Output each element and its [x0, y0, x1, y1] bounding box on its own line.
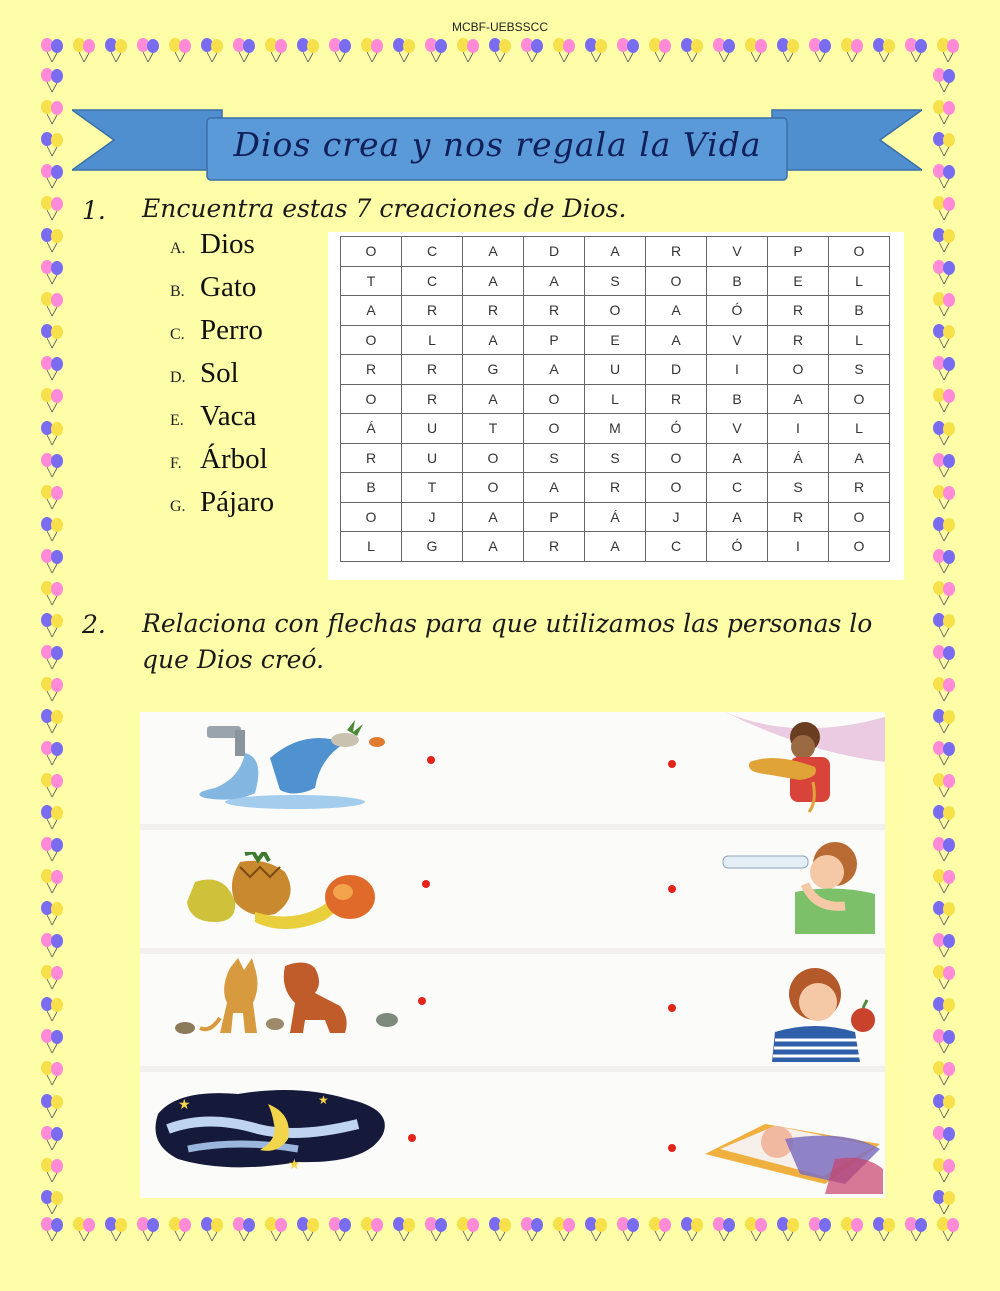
fruits-image: [155, 852, 385, 932]
word-search-cell[interactable]: L: [829, 266, 890, 296]
word-search-cell[interactable]: O: [768, 355, 829, 385]
balloon-icon: [38, 675, 66, 703]
word-search-cell[interactable]: O: [463, 473, 524, 503]
balloon-icon: [614, 36, 642, 64]
word-search-cell[interactable]: G: [463, 355, 524, 385]
match-dot-right[interactable]: [668, 760, 676, 768]
word-search-cell[interactable]: U: [402, 443, 463, 473]
list-letter: B.: [170, 283, 185, 300]
word-search-cell[interactable]: U: [585, 355, 646, 385]
balloon-icon: [930, 162, 958, 190]
balloon-icon: [38, 803, 66, 831]
child-drinking-water-image: [715, 834, 885, 934]
balloon-icon: [486, 36, 514, 64]
balloon-icon: [38, 515, 66, 543]
word-search-cell[interactable]: A: [768, 384, 829, 414]
balloon-icon: [930, 739, 958, 767]
word-search-cell[interactable]: R: [585, 473, 646, 503]
balloon-icon: [930, 611, 958, 639]
list-letter: D.: [170, 369, 186, 386]
list-letter: F.: [170, 455, 182, 472]
word-search-row: [341, 473, 890, 503]
balloon-icon: [930, 419, 958, 447]
word-search-cell[interactable]: G: [402, 532, 463, 562]
balloon-icon: [806, 36, 834, 64]
question-1-number: 1.: [82, 196, 106, 225]
balloon-icon: [38, 322, 66, 350]
list-item: [170, 486, 274, 529]
word-search-cell[interactable]: Ó: [707, 532, 768, 562]
balloon-icon: [582, 1215, 610, 1243]
balloon-icon: [422, 1215, 450, 1243]
word-search-cell[interactable]: E: [768, 266, 829, 296]
word-search-cell[interactable]: P: [524, 325, 585, 355]
balloon-icon: [166, 1215, 194, 1243]
balloon-icon: [934, 36, 962, 64]
header-code: MCBF-UEBSSCC: [451, 20, 548, 34]
word-search-cell[interactable]: O: [524, 384, 585, 414]
balloon-icon: [614, 1215, 642, 1243]
match-dot-right[interactable]: [668, 885, 676, 893]
balloon-icon: [38, 130, 66, 158]
word-search-cell[interactable]: S: [768, 473, 829, 503]
word-search-cell[interactable]: P: [768, 237, 829, 267]
word-search-cell[interactable]: Á: [585, 502, 646, 532]
balloon-icon: [38, 483, 66, 511]
list-word: Sol: [200, 357, 239, 389]
balloon-icon: [390, 1215, 418, 1243]
balloon-icon: [198, 1215, 226, 1243]
balloon-icon: [38, 835, 66, 863]
word-search-cell[interactable]: R: [646, 237, 707, 267]
balloon-icon: [518, 1215, 546, 1243]
word-search-cell[interactable]: O: [646, 473, 707, 503]
balloon-icon: [742, 1215, 770, 1243]
word-search-cell[interactable]: R: [524, 532, 585, 562]
list-word: Perro: [200, 314, 263, 346]
list-word: Gato: [200, 271, 257, 303]
list-word: Árbol: [200, 443, 268, 475]
word-search-cell[interactable]: B: [707, 266, 768, 296]
balloon-icon: [390, 36, 418, 64]
list-item: [170, 357, 274, 400]
balloon-icon: [38, 386, 66, 414]
word-search-cell[interactable]: O: [524, 414, 585, 444]
svg-text:★: ★: [178, 1097, 191, 1113]
word-search-cell[interactable]: R: [829, 473, 890, 503]
child-holding-cat-image: [705, 712, 885, 822]
balloon-icon: [550, 1215, 578, 1243]
word-search-cell[interactable]: D: [524, 237, 585, 267]
balloon-icon: [38, 1027, 66, 1055]
balloon-icon: [930, 130, 958, 158]
word-search-cell[interactable]: S: [585, 266, 646, 296]
balloon-icon: [930, 803, 958, 831]
balloon-icon: [326, 36, 354, 64]
balloon-icon: [166, 36, 194, 64]
word-search-cell[interactable]: V: [707, 237, 768, 267]
word-search-cell[interactable]: R: [341, 355, 402, 385]
balloon-icon: [930, 867, 958, 895]
question-2-number: 2.: [82, 610, 106, 639]
match-dot-right[interactable]: [668, 1004, 676, 1012]
word-search-cell[interactable]: L: [402, 325, 463, 355]
balloon-icon: [38, 419, 66, 447]
matching-exercise: [140, 712, 885, 1198]
balloon-border-right: [930, 66, 960, 1216]
balloon-icon: [838, 36, 866, 64]
balloon-icon: [38, 290, 66, 318]
balloon-icon: [710, 1215, 738, 1243]
list-letter: E.: [170, 412, 184, 429]
word-search-cell[interactable]: R: [768, 325, 829, 355]
balloon-icon: [38, 867, 66, 895]
word-search-cell[interactable]: A: [463, 325, 524, 355]
list-word: Dios: [200, 228, 255, 260]
balloon-icon: [70, 36, 98, 64]
balloon-icon: [38, 707, 66, 735]
word-search-cell[interactable]: O: [341, 237, 402, 267]
word-search-row: [341, 237, 890, 267]
word-search-cell[interactable]: R: [402, 296, 463, 326]
balloon-icon: [38, 579, 66, 607]
word-search-cell[interactable]: R: [463, 296, 524, 326]
balloon-icon: [38, 162, 66, 190]
word-search-cell[interactable]: B: [707, 384, 768, 414]
word-search-cell[interactable]: T: [402, 473, 463, 503]
balloon-icon: [930, 643, 958, 671]
balloon-icon: [38, 611, 66, 639]
balloon-icon: [38, 1215, 66, 1243]
balloon-icon: [454, 1215, 482, 1243]
balloon-icon: [930, 322, 958, 350]
svg-text:★: ★: [288, 1157, 301, 1173]
balloon-icon: [930, 931, 958, 959]
balloon-icon: [134, 36, 162, 64]
word-search-cell[interactable]: Ó: [646, 414, 707, 444]
balloon-icon: [358, 1215, 386, 1243]
balloon-border-left: [38, 66, 68, 1216]
balloon-icon: [38, 98, 66, 126]
night-sky-image: [148, 1084, 393, 1174]
list-item: [170, 271, 274, 314]
word-search-cell[interactable]: U: [402, 414, 463, 444]
word-search-cell[interactable]: T: [341, 266, 402, 296]
word-search-cell[interactable]: J: [402, 502, 463, 532]
balloon-icon: [678, 36, 706, 64]
balloon-icon: [930, 483, 958, 511]
word-search-cell[interactable]: I: [707, 355, 768, 385]
word-list: [170, 228, 274, 529]
balloon-icon: [38, 66, 66, 94]
balloon-icon: [930, 1092, 958, 1120]
word-search-cell[interactable]: A: [646, 325, 707, 355]
word-search-cell[interactable]: A: [646, 296, 707, 326]
balloon-icon: [230, 36, 258, 64]
balloon-icon: [774, 1215, 802, 1243]
balloon-icon: [38, 1156, 66, 1184]
word-search-cell[interactable]: O: [829, 384, 890, 414]
word-search-cell[interactable]: D: [646, 355, 707, 385]
balloon-icon: [486, 1215, 514, 1243]
balloon-icon: [358, 36, 386, 64]
balloon-icon: [102, 1215, 130, 1243]
balloon-icon: [838, 1215, 866, 1243]
list-word: Pájaro: [200, 486, 275, 518]
word-search-cell[interactable]: A: [707, 443, 768, 473]
word-search-row: [341, 296, 890, 326]
list-word: Vaca: [200, 400, 257, 432]
word-search-cell[interactable]: R: [524, 296, 585, 326]
word-search-cell[interactable]: A: [463, 502, 524, 532]
balloon-icon: [930, 354, 958, 382]
balloon-icon: [294, 36, 322, 64]
word-search-cell[interactable]: L: [341, 532, 402, 562]
word-search-cell[interactable]: Á: [341, 414, 402, 444]
balloon-icon: [38, 1092, 66, 1120]
balloon-icon: [930, 1059, 958, 1087]
balloon-icon: [930, 547, 958, 575]
word-search-cell[interactable]: A: [463, 384, 524, 414]
row-divider: [140, 824, 885, 830]
word-search-cell[interactable]: T: [463, 414, 524, 444]
balloon-icon: [870, 1215, 898, 1243]
balloon-icon: [262, 1215, 290, 1243]
balloon-icon: [930, 899, 958, 927]
balloon-icon: [902, 1215, 930, 1243]
svg-text:★: ★: [318, 1093, 329, 1107]
balloon-icon: [930, 194, 958, 222]
balloon-icon: [930, 1027, 958, 1055]
balloon-icon: [518, 36, 546, 64]
balloon-icon: [930, 771, 958, 799]
balloon-icon: [806, 1215, 834, 1243]
row-divider: [140, 948, 885, 954]
balloon-icon: [38, 995, 66, 1023]
balloon-icon: [422, 36, 450, 64]
balloon-icon: [646, 36, 674, 64]
word-search-cell[interactable]: C: [402, 266, 463, 296]
balloon-icon: [930, 963, 958, 991]
word-search-cell[interactable]: O: [341, 325, 402, 355]
balloon-icon: [38, 931, 66, 959]
word-search-cell[interactable]: Ó: [707, 296, 768, 326]
word-search-cell[interactable]: S: [585, 443, 646, 473]
balloon-icon: [930, 386, 958, 414]
word-search-cell[interactable]: O: [341, 384, 402, 414]
word-search-cell[interactable]: B: [341, 473, 402, 503]
balloon-icon: [870, 36, 898, 64]
word-search-row: [341, 384, 890, 414]
balloon-icon: [326, 1215, 354, 1243]
word-search-puzzle: [328, 232, 904, 580]
balloon-icon: [930, 1156, 958, 1184]
balloon-icon: [646, 1215, 674, 1243]
balloon-icon: [930, 579, 958, 607]
word-search-cell[interactable]: A: [524, 355, 585, 385]
balloon-icon: [774, 36, 802, 64]
word-search-cell[interactable]: Á: [768, 443, 829, 473]
word-search-row: [341, 443, 890, 473]
balloon-icon: [294, 1215, 322, 1243]
animals-image: [165, 958, 405, 1038]
word-search-cell[interactable]: S: [829, 355, 890, 385]
word-search-cell[interactable]: O: [463, 443, 524, 473]
child-sleeping-image: [705, 1084, 885, 1194]
balloon-icon: [454, 36, 482, 64]
balloon-icon: [930, 290, 958, 318]
balloon-icon: [550, 36, 578, 64]
balloon-icon: [38, 226, 66, 254]
word-search-row: [341, 532, 890, 562]
balloon-icon: [930, 1188, 958, 1216]
word-search-row: [341, 414, 890, 444]
balloon-icon: [930, 66, 958, 94]
match-dot-left[interactable]: [418, 997, 426, 1005]
list-letter: A.: [170, 240, 186, 257]
word-search-cell[interactable]: V: [707, 325, 768, 355]
balloon-icon: [934, 1215, 962, 1243]
balloon-icon: [38, 963, 66, 991]
list-item: [170, 443, 274, 486]
word-search-cell[interactable]: O: [341, 502, 402, 532]
balloon-icon: [134, 1215, 162, 1243]
balloon-icon: [38, 899, 66, 927]
balloon-icon: [930, 258, 958, 286]
word-search-cell[interactable]: J: [646, 502, 707, 532]
balloon-icon: [38, 258, 66, 286]
match-dot-left[interactable]: [408, 1134, 416, 1142]
balloon-icon: [930, 995, 958, 1023]
balloon-icon: [582, 36, 610, 64]
word-search-cell[interactable]: L: [585, 384, 646, 414]
balloon-icon: [102, 36, 130, 64]
balloon-icon: [38, 739, 66, 767]
balloon-icon: [742, 36, 770, 64]
balloon-icon: [930, 451, 958, 479]
word-search-cell[interactable]: B: [829, 296, 890, 326]
word-search-cell[interactable]: O: [646, 443, 707, 473]
word-search-cell[interactable]: R: [768, 502, 829, 532]
word-search-cell[interactable]: R: [402, 355, 463, 385]
word-search-row: [341, 502, 890, 532]
list-item: [170, 400, 274, 443]
word-search-grid: [340, 236, 890, 562]
balloon-icon: [262, 36, 290, 64]
word-search-cell[interactable]: O: [829, 532, 890, 562]
word-search-cell[interactable]: A: [585, 237, 646, 267]
word-search-cell[interactable]: A: [463, 266, 524, 296]
balloon-icon: [930, 675, 958, 703]
question-2-text: Relaciona con flechas para que utilizamos las personas lo que Dios creó.: [142, 609, 873, 674]
balloon-icon: [678, 1215, 706, 1243]
balloon-icon: [930, 515, 958, 543]
list-letter: G.: [170, 498, 186, 515]
word-search-cell[interactable]: C: [402, 237, 463, 267]
list-letter: C.: [170, 326, 185, 343]
word-search-cell[interactable]: I: [768, 532, 829, 562]
balloon-icon: [198, 36, 226, 64]
water-faucet-image: [195, 718, 395, 813]
balloon-icon: [930, 226, 958, 254]
word-search-cell[interactable]: C: [646, 532, 707, 562]
word-search-cell[interactable]: A: [341, 296, 402, 326]
word-search-cell[interactable]: A: [463, 237, 524, 267]
word-search-row: [341, 325, 890, 355]
word-search-cell[interactable]: P: [524, 502, 585, 532]
balloon-icon: [38, 547, 66, 575]
balloon-icon: [38, 36, 66, 64]
list-item: [170, 314, 274, 357]
word-search-cell[interactable]: E: [585, 325, 646, 355]
balloon-icon: [38, 451, 66, 479]
word-search-cell[interactable]: A: [707, 502, 768, 532]
match-dot-left[interactable]: [427, 756, 435, 764]
row-divider: [140, 1066, 885, 1072]
word-search-cell[interactable]: R: [646, 384, 707, 414]
word-search-cell[interactable]: S: [524, 443, 585, 473]
word-search-cell[interactable]: A: [524, 266, 585, 296]
word-search-cell[interactable]: L: [829, 414, 890, 444]
word-search-cell[interactable]: R: [402, 384, 463, 414]
word-search-cell[interactable]: L: [829, 325, 890, 355]
word-search-cell[interactable]: R: [768, 296, 829, 326]
balloon-icon: [902, 36, 930, 64]
balloon-icon: [38, 1188, 66, 1216]
word-search-cell[interactable]: O: [829, 237, 890, 267]
word-search-cell[interactable]: A: [463, 532, 524, 562]
balloon-border-top: [38, 36, 962, 66]
word-search-cell[interactable]: A: [829, 443, 890, 473]
word-search-cell[interactable]: I: [768, 414, 829, 444]
balloon-icon: [930, 835, 958, 863]
balloon-icon: [930, 98, 958, 126]
word-search-cell[interactable]: R: [341, 443, 402, 473]
balloon-icon: [930, 707, 958, 735]
word-search-cell[interactable]: O: [646, 266, 707, 296]
word-search-cell[interactable]: V: [707, 414, 768, 444]
word-search-row: [341, 266, 890, 296]
word-search-cell[interactable]: A: [524, 473, 585, 503]
child-eating-apple-image: [760, 962, 885, 1062]
balloon-icon: [38, 643, 66, 671]
word-search-row: [341, 355, 890, 385]
balloon-icon: [230, 1215, 258, 1243]
balloon-icon: [38, 354, 66, 382]
word-search-cell[interactable]: A: [585, 532, 646, 562]
balloon-icon: [38, 194, 66, 222]
word-search-cell[interactable]: O: [585, 296, 646, 326]
word-search-cell[interactable]: M: [585, 414, 646, 444]
page-title: Dios crea y nos regala la Vida: [233, 124, 762, 164]
word-search-cell[interactable]: C: [707, 473, 768, 503]
question-1-text: Encuentra estas 7 creaciones de Dios.: [142, 194, 627, 223]
balloon-icon: [710, 36, 738, 64]
balloon-icon: [38, 771, 66, 799]
match-dot-left[interactable]: [422, 880, 430, 888]
match-dot-right[interactable]: [668, 1144, 676, 1152]
balloon-border-bottom: [38, 1215, 962, 1245]
balloon-icon: [930, 1124, 958, 1152]
balloon-icon: [70, 1215, 98, 1243]
balloon-icon: [38, 1124, 66, 1152]
balloon-icon: [38, 1059, 66, 1087]
list-item: [170, 228, 274, 271]
word-search-cell[interactable]: O: [829, 502, 890, 532]
